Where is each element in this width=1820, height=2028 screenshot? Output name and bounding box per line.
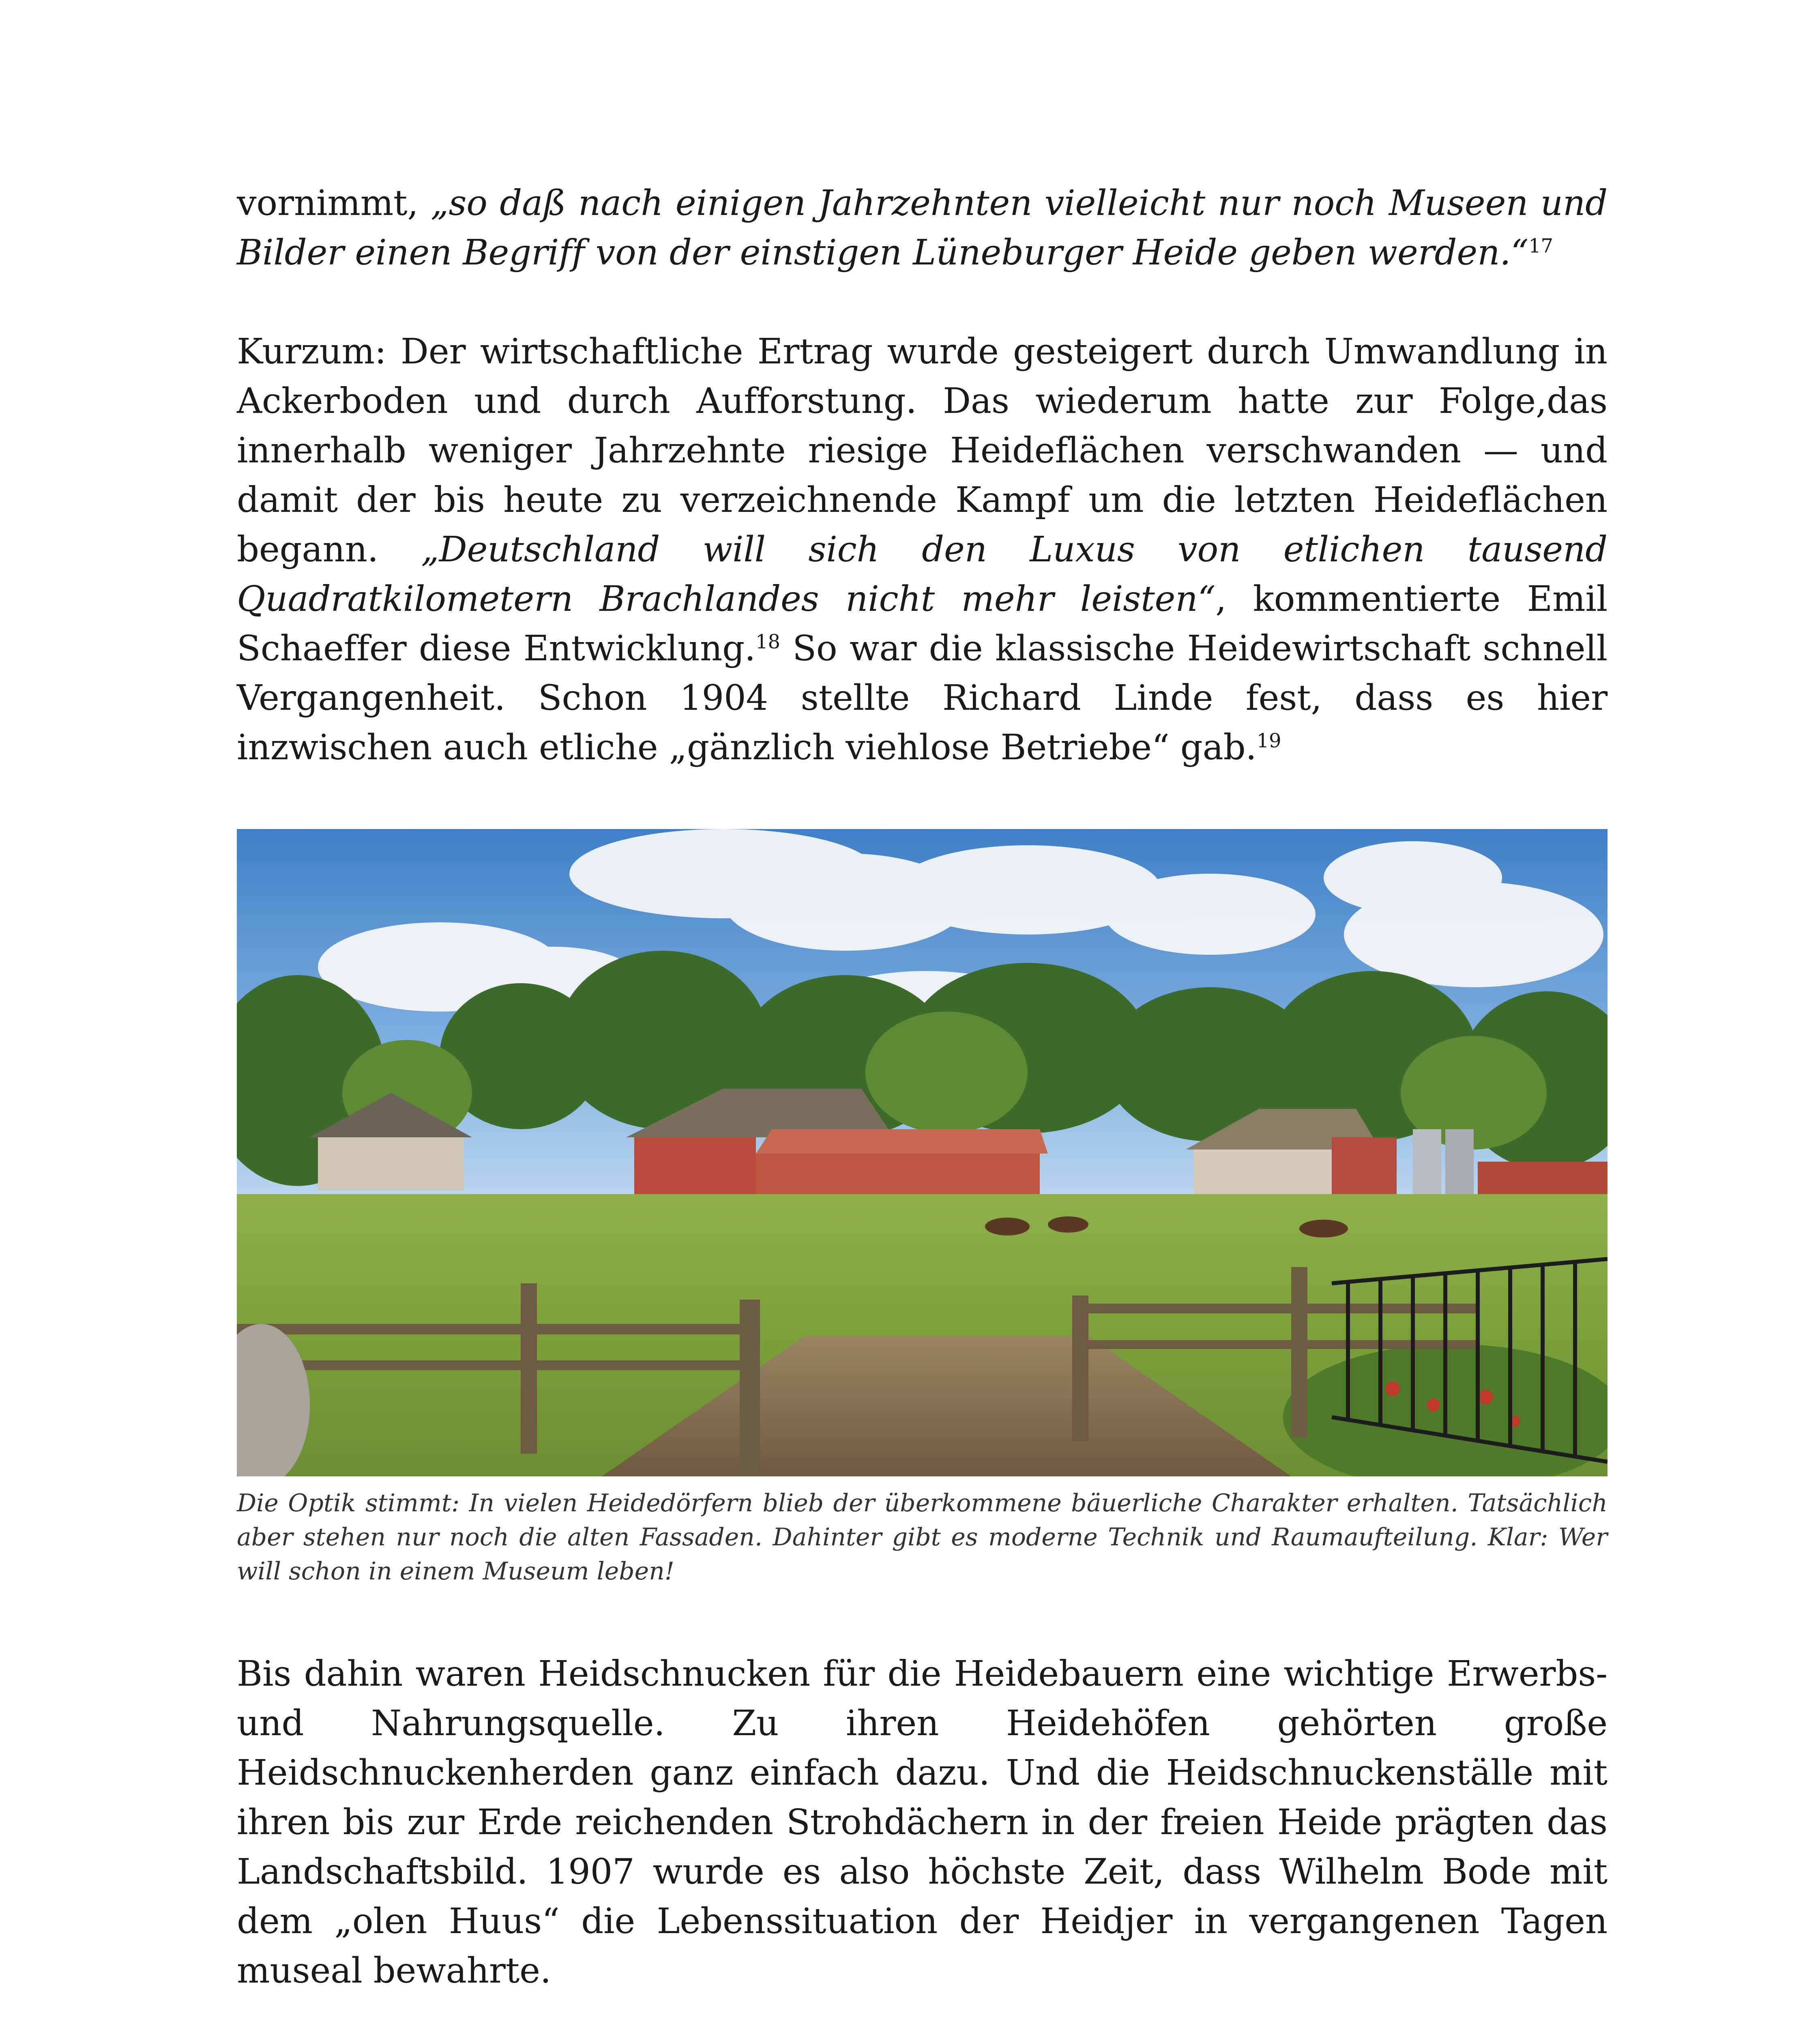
paragraph-heidschnucken: Bis dahin waren Heidschnucken für die Heidebauern eine wichtige Erwerbs- und Nahrungsquelle. Zu ihren Heidehöfen gehörten große Heidschnuckenherden ganz einfach dazu. Und die Heidschnuckenställe mit ihren bis zur Erde reichenden Strohdächern in der freien Heide prägten das Landschaftsbild. 1907 wurde es also höchste Zeit, dass Wilhelm Bode mit dem „olen Huus“ die Lebenssituation der Heidjer in vergangenen Tagen museal bewahrte. <box>237 1654 1608 1991</box>
page-content <box>237 178 1608 2028</box>
paragraph-kurzum <box>237 327 1608 772</box>
paragraph-text: , kommentierte Emil Schaeffer diese Entwicklung. <box>237 579 1608 669</box>
quote-italic: „Deutschland will sich den Luxus von etlichen tausend Quadratkilometern Brachlandes nicht mehr leisten“ <box>237 529 1608 619</box>
footnote-ref-19: 19 <box>1256 729 1281 752</box>
footnote-ref-17: 17 <box>1528 234 1553 258</box>
quote-italic: „so daß nach einigen Jahrzehnten vielleicht nur noch Museen und Bilder einen Begriff von der einstigen Lüneburger Heide geben werden.“ <box>237 183 1608 273</box>
figure <box>237 829 1608 1588</box>
paragraph-text: vornimmt, <box>237 183 431 223</box>
paragraph-text: So war die klassische Heidewirtschaft schnell Vergangenheit. Schon 1904 stellte Richard Linde fest, dass es hier inzwischen auch etliche „gänzlich viehlose Betriebe“ gab. <box>237 628 1608 768</box>
paragraph-quote <box>237 178 1608 277</box>
farm-village-photo <box>237 829 1608 1476</box>
footnote-ref-18: 18 <box>755 630 780 653</box>
figure-caption: Die Optik stimmt: In vielen Heidedörfern blieb der überkommene bäuerliche Charakter erhalten. Tatsächlich aber stehen nur noch die alten Fassaden. Dahinter gibt es moderne Technik und Raumaufteilung. Klar: Wer will schon in einem Museum leben! <box>237 1489 1608 1585</box>
paragraph-text: Kurzum: Der wirtschaftliche Ertrag wurde gesteigert durch Umwandlung in Ackerboden und durch Aufforstung. Das wiederum hatte zur Folge,das innerhalb weniger Jahrzehnte riesige Heideflächen verschwanden — und damit der bis heute zu verzeichnende Kampf um die letzten Heideflächen begann. <box>237 331 1608 570</box>
